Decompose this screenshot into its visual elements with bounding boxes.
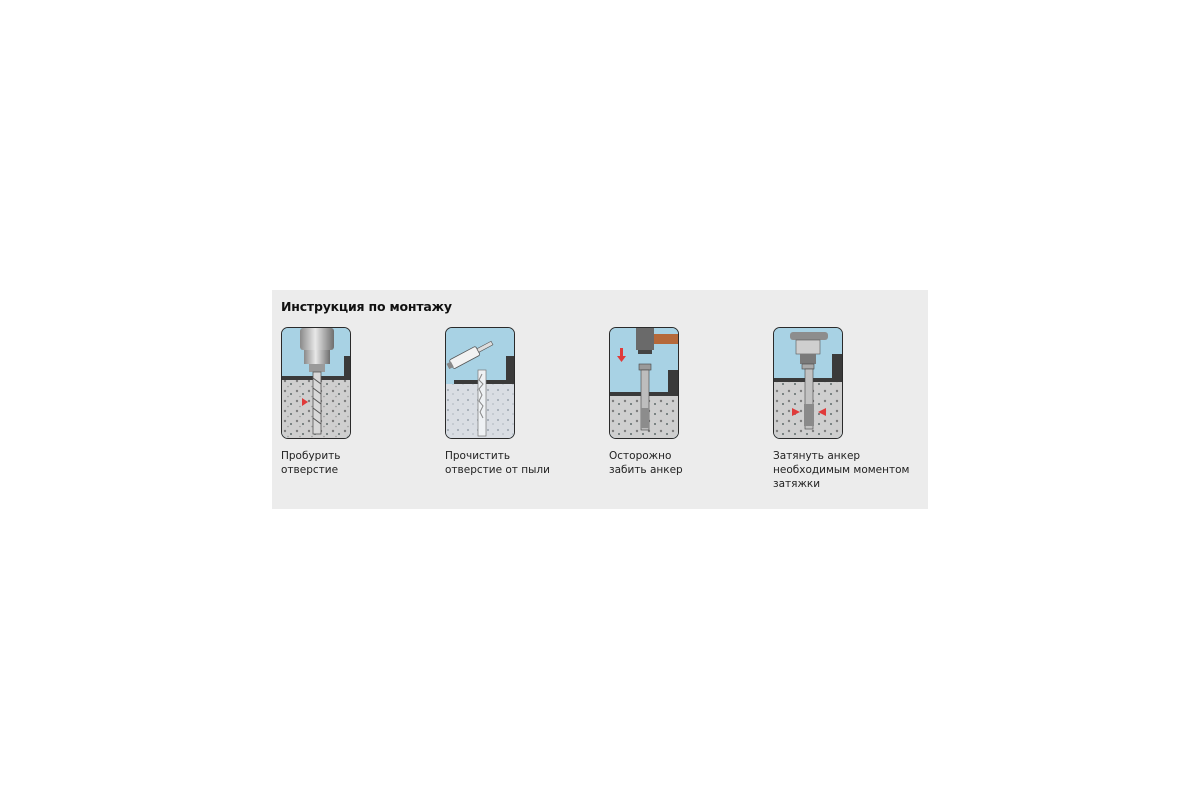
step-tighten — [773, 327, 909, 491]
hammer-illustration — [609, 327, 679, 439]
step-hammer-caption: Осторожно забить анкер — [609, 450, 683, 476]
step-clean-caption: Прочистить отверстие от пыли — [445, 450, 550, 476]
wrench-icon — [774, 328, 843, 439]
installation-panel — [272, 290, 928, 509]
drill-icon — [282, 328, 351, 439]
step-drill-caption: Пробурить отверстие — [281, 450, 341, 476]
step-hammer — [609, 327, 683, 477]
step-tighten-caption: Затянуть анкер необходимым моментом затяжки — [773, 450, 910, 490]
drill-illustration — [281, 327, 351, 439]
blower-icon — [446, 328, 515, 439]
step-drill — [281, 327, 351, 477]
tighten-illustration — [773, 327, 843, 439]
clean-illustration — [445, 327, 515, 439]
hammer-icon — [610, 328, 679, 439]
step-clean — [445, 327, 550, 477]
panel-title: Инструкция по монтажу — [281, 299, 452, 314]
